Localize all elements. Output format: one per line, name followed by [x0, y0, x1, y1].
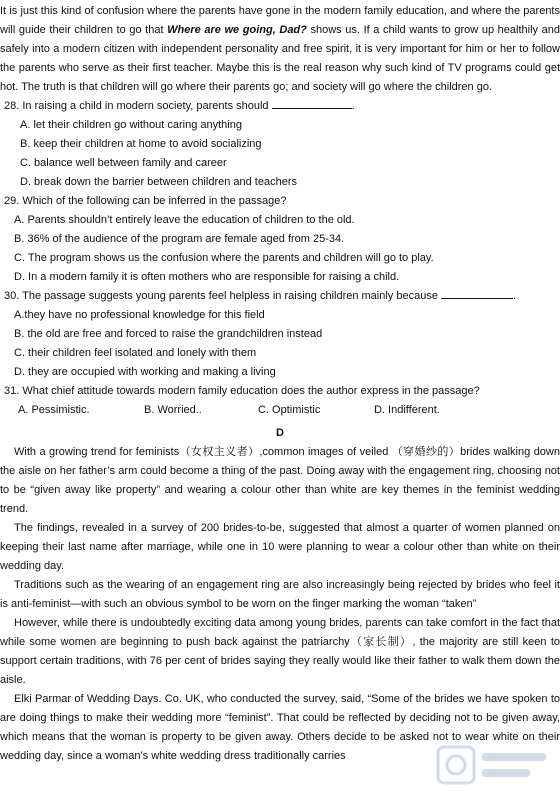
answer-blank[interactable] — [441, 288, 513, 299]
question-28-option-c[interactable]: C. balance well between family and career — [20, 157, 227, 169]
section-d-paragraph-4: However, while there is undoubtedly exciting data among young brides, parents can take comfort in the fact that while some women are beginning to push back against the patriarchy（家长制）, the majority are still keen to support certain traditions, with 76 per cent of brides saying they really would like their father to walk them down the aisle. — [0, 617, 560, 686]
question-28-option-a[interactable]: A. let their children go without caring anything — [20, 119, 242, 131]
question-28-option-b[interactable]: B. keep their children at home to avoid socializing — [20, 138, 262, 150]
question-30-option-c[interactable]: C. their children feel isolated and lonely with them — [14, 347, 257, 359]
question-29-option-b[interactable]: B. 36% of the audience of the program are female aged from 25-34. — [14, 233, 345, 245]
section-d-paragraph-3: Traditions such as the wearing of an engagement ring are also increasingly being rejected by brides who feel it is anti-feminist—with such an obvious symbol to be worn on the finger marking the woman “taken” — [0, 579, 560, 610]
section-d-paragraph-2: The findings, revealed in a survey of 200 brides-to-be, suggested that almost a quarter of women planned on keeping their last name after marriage, while one in 10 were planning to wear a colour other than white on their wedding day. — [0, 522, 560, 572]
passage-c-paragraph — [0, 2, 560, 97]
paragraph-text: shows us. If a child wants to grow up healthily and safely into a modern citizen with independent personality and free spirit, it is very important for him or her to follow the parents who serve as their first teacher. Maybe this is the real reason why such kind of TV programs could get hot. The truth is that children will go where their parents go; and society will go where the children go. — [0, 24, 560, 93]
question-29-option-d[interactable]: D. In a modern family it is often mothers who are responsible for raising a child. — [14, 271, 400, 283]
question-31-stem: 31. What chief attitude towards modern family education does the author express in the passage? — [4, 385, 480, 397]
question-30-stem: 30. The passage suggests young parents feel helpless in raising children mainly because . — [4, 290, 517, 302]
question-31-option-d[interactable]: D. Indifferent. — [374, 404, 440, 416]
paragraph-text: It is just this kind of confusion where the parents have gone in the modern family education, and where the parents will guide their children to go that — [0, 5, 560, 36]
question-28-stem: 28. In raising a child in modern society, parents should . — [4, 100, 355, 112]
question-31-option-a[interactable]: A. Pessimistic. — [18, 404, 90, 416]
question-30-option-b[interactable]: B. the old are free and forced to raise the grandchildren instead — [14, 328, 323, 340]
question-30-option-d[interactable]: D. they are occupied with working and making a living — [14, 366, 276, 378]
answer-blank[interactable] — [272, 98, 352, 109]
question-31-option-c[interactable]: C. Optimistic — [258, 404, 321, 416]
section-d-title: D — [276, 427, 284, 439]
question-29-stem: 29. Which of the following can be inferred in the passage? — [4, 195, 287, 207]
question-31-option-b[interactable]: B. Worried.. — [144, 404, 202, 416]
question-31-options — [0, 401, 560, 420]
section-d-paragraph-5: Elki Parmar of Wedding Days. Co. UK, who conducted the survey, said, “Some of the brides we have spoken to are doing things to make their wedding more “feminist”. That could be reflected by deciding not to be given away, which means that the woman is property to be given away. Others decide to be asked not to wear white on their wedding day, since a woman’s white wedding dress traditionally carries — [0, 693, 560, 762]
question-29-option-c[interactable]: C. The program shows us the confusion where the parents and children will go to play. — [14, 252, 434, 264]
question-28-option-d[interactable]: D. break down the barrier between children and teachers — [20, 176, 297, 188]
question-29-option-a[interactable]: A. Parents shouldn’t entirely leave the education of children to the old. — [14, 214, 355, 226]
program-title: Where are we going, Dad? — [167, 24, 307, 36]
question-30-option-a[interactable]: A.they have no professional knowledge for this field — [14, 309, 265, 321]
section-d-paragraph-1: With a growing trend for feminists（女权主义者）,common images of veiled （穿婚纱的）brides walking down the aisle on her father’s arm could become a thing of the past. Doing away with the engagement ring, choosing not to be “given away like property” and wearing a colour other than white are key themes in the feminist wedding trend. — [0, 446, 560, 515]
